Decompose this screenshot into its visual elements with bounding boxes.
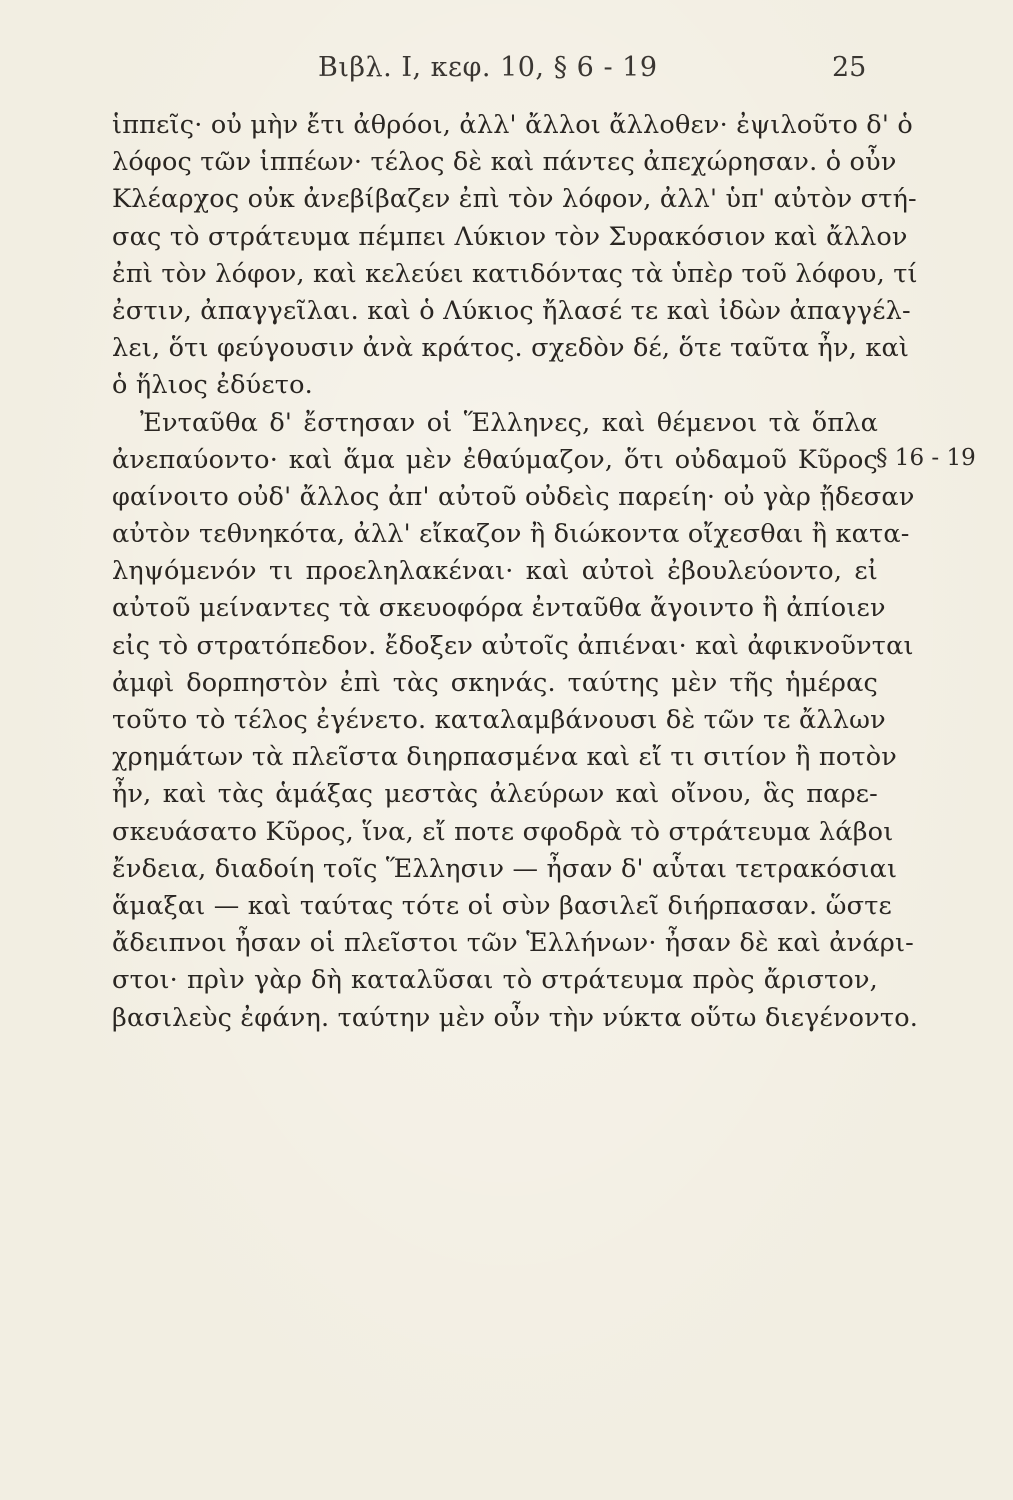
text-line: στοι· πρὶν γὰρ δὴ καταλῦσαι τὸ στράτευμα πρὸς ἄριστον, xyxy=(112,965,878,996)
text-line: ἀμφὶ δορπηστὸν ἐπὶ τὰς σκηνάς. ταύτης μὲν τῆς ἡμέρας xyxy=(112,667,878,698)
text-line: σας τὸ στράτευμα πέμπει Λύκιον τὸν Συρακόσιον καὶ ἄλλον xyxy=(112,221,908,252)
text-line: ἄδειπνοι ἦσαν οἱ πλεῖστοι τῶν Ἑλλήνων· ἦσαν δὲ καὶ ἀνάρι- xyxy=(112,928,914,959)
text-line: ἱππεῖς· οὐ μὴν ἔτι ἀθρόοι, ἀλλ' ἄλλοι ἄλλοθεν· ἐψιλοῦτο δ' ὁ xyxy=(112,110,913,140)
text-line: χρημάτων τὰ πλεῖστα διηρπασμένα καὶ εἴ τι σιτίον ἢ ποτὸν xyxy=(112,742,897,773)
text-line: ἔνδεια, διαδοίη τοῖς Ἕλλησιν — ἦσαν δ' αὗται τετρακόσιαι xyxy=(112,853,898,884)
running-title: Βιβλ. Ι, κεφ. 10, § 6 - 19 xyxy=(318,52,658,83)
text-line: ἀνεπαύοντο· καὶ ἅμα μὲν ἐθαύμαζον, ὅτι οὐδαμοῦ Κῦρος xyxy=(112,444,878,475)
text-line: εἰς τὸ στρατόπεδον. ἔδοξεν αὐτοῖς ἀπιέναι· καὶ ἀφικνοῦνται xyxy=(112,630,914,661)
text-line: Κλέαρχος οὐκ ἀνεβίβαζεν ἐπὶ τὸν λόφον, ἀλλ' ὑπ' αὐτὸν στή- xyxy=(112,184,917,215)
paragraph-2 xyxy=(112,405,919,1037)
page-number: 25 xyxy=(832,52,867,83)
paragraph-1 xyxy=(112,107,918,405)
text-line: ληψόμενόν τι προεληλακέναι· καὶ αὐτοὶ ἐβουλεύοντο, εἰ xyxy=(112,556,878,587)
text-line: ἅμαξαι — καὶ ταύτας τότε οἱ σὺν βασιλεῖ διήρπασαν. ὥστε xyxy=(112,890,892,921)
running-head xyxy=(0,52,1013,92)
text-line: βασιλεὺς ἐφάνη. ταύτην μὲν οὖν τὴν νύκτα οὕτω διεγένοντο. xyxy=(112,1002,919,1033)
text-line: ἦν, καὶ τὰς ἁμάξας μεστὰς ἀλεύρων καὶ οἴνου, ἃς παρε- xyxy=(112,779,878,810)
text-line: αὐτὸν τεθνηκότα, ἀλλ' εἴκαζον ἢ διώκοντα οἴχεσθαι ἢ κατα- xyxy=(112,519,910,550)
text-line: ἐστιν, ἀπαγγεῖλαι. καὶ ὁ Λύκιος ἤλασέ τε καὶ ἰδὼν ἀπαγγέλ- xyxy=(112,295,911,326)
text-line: ἐπὶ τὸν λόφον, καὶ κελεύει κατιδόντας τὰ ὑπὲρ τοῦ λόφου, τί xyxy=(112,258,918,289)
text-line: αὐτοῦ μείναντες τὰ σκευοφόρα ἐνταῦθα ἄγοιντο ἢ ἀπίοιεν xyxy=(112,593,886,624)
body-text xyxy=(112,107,919,1037)
text-line: λει, ὅτι φεύγουσιν ἀνὰ κράτος. σχεδὸν δέ, ὅτε ταῦτα ἦν, καὶ xyxy=(112,333,910,364)
section-margin-note: § 16 - 19 xyxy=(876,445,976,471)
text-line: σκευάσατο Κῦρος, ἵνα, εἴ ποτε σφοδρὰ τὸ στράτευμα λάβοι xyxy=(112,816,894,847)
text-line: τοῦτο τὸ τέλος ἐγένετο. καταλαμβάνουσι δὲ τῶν τε ἄλλων xyxy=(112,705,886,735)
text-line: φαίνοιτο οὐδ' ἄλλος ἀπ' αὐτοῦ οὐδεὶς παρείη· οὐ γὰρ ᾔδεσαν xyxy=(112,481,915,512)
text-line: Ἐνταῦθα δ' ἔστησαν οἱ Ἕλληνες, καὶ θέμενοι τὰ ὅπλα xyxy=(140,407,878,438)
text-line: ὁ ἥλιος ἐδύετο. xyxy=(112,370,313,401)
text-line: λόφος τῶν ἱππέων· τέλος δὲ καὶ πάντες ἀπεχώρησαν. ὁ οὖν xyxy=(112,147,897,178)
